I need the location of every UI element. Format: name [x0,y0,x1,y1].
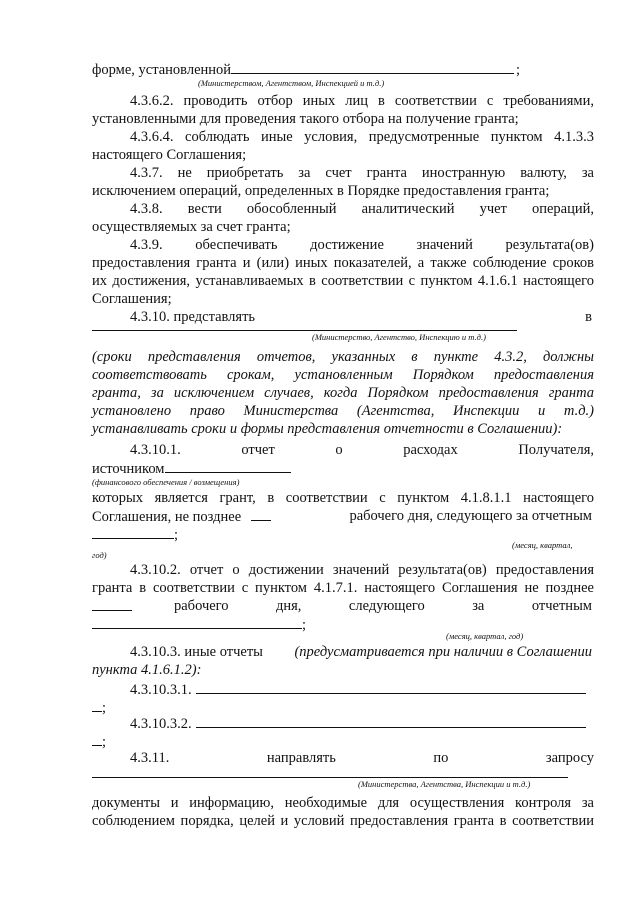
footnote-hint: (Министерства, Агентства, Инспекции и т.д.) [358,779,531,789]
punct: ; [102,734,107,750]
clause-4-3-11: 4.3.11. направлять по запросу [130,750,594,766]
text-line: установленными для проведения такого отбора на получение гранта; [92,111,519,127]
fill-blank [196,714,586,728]
italic-line: гранта, за исключением случаев, когда Порядком предоставления гранта [92,385,594,401]
text-line: соблюдением порядка, целей и условий предоставления гранта в соответствии [92,813,594,829]
clause-text: 4.3.10.3.1. [130,682,192,698]
italic-line: (сроки представления отчетов, указанных в пункте 4.3.2, должны [92,349,594,365]
form-line [92,60,594,79]
italic-line: устанавливать сроки и формы представления отчетности в Соглашении): [92,421,563,437]
footnote-hint: (месяц, квартал, год) [446,631,524,641]
clause-text: Соглашения, не позднее [92,509,242,525]
clause-4-3-6-4: 4.3.6.4. соблюдать иные условия, предусмотренные пунктом 4.1.3.3 [130,129,594,145]
form-label: форме, установленной [92,62,232,78]
fill-blank [92,732,102,746]
fill-blank [165,459,291,473]
clause-text: источником [92,461,165,477]
italic-line: пункта 4.1.6.1.2): [92,662,202,678]
italic-line: соответствовать срокам, установленным Порядком предоставления [92,367,594,383]
clause-4-3-10-1: 4.3.10.1. отчет о расходах Получателя, [130,442,594,458]
punct: ; [102,700,107,716]
clause-4-3-10-3-2 [92,714,594,733]
text-line: документы и информацию, необходимые для осуществления контроля за [92,795,594,811]
clause-4-3-10 [92,308,594,326]
italic-line: установлено право Министерства (Агентства, Инспекции и т.д.) [92,403,594,419]
clause-4-3-7: 4.3.7. не приобретать за счет гранта иностранную валюту, за [130,165,594,181]
fill-blank [92,330,517,331]
text-line: исключением операций, определенных в Порядке предоставления гранта; [92,183,550,199]
footnote-hint: (финансового обеспечения / возмещения) [92,477,240,487]
clause-4-3-10-2: 4.3.10.2. отчет о достижении значений результата(ов) предоставления [130,562,594,578]
text-line: Соглашения; [92,291,172,307]
fill-blank [92,698,102,712]
clause-text: рабочего дня, следующего за отчетным [174,598,592,614]
clause-4-3-8: 4.3.8. вести обособленный аналитический учет операций, [130,201,594,217]
fill-blank [231,60,514,74]
footnote-hint: год) [92,550,107,560]
footnote-hint: (месяц, квартал, [512,540,573,550]
text-line: которых является грант, в соответствии с пунктом 4.1.8.1.1 настоящего [92,490,594,506]
clause-4-3-6-2: 4.3.6.2. проводить отбор иных лиц в соответствии с требованиями, [130,93,594,109]
fill-blank [92,615,302,629]
text-line: предоставления гранта и (или) иных показателей, а также соблюдение сроков [92,255,594,271]
source-line [92,459,594,478]
text-line: осуществляемых за счет гранта; [92,219,291,235]
clause-text: 4.3.10.3.2. [130,716,192,732]
fill-blank [92,777,568,778]
clause-text: 4.3.10. представлять [130,309,256,325]
clause-text: в [585,309,592,325]
italic-text: (предусматривается при наличии в Соглашении [294,644,592,660]
clause-text: рабочего дня, следующего за отчетным [349,508,592,524]
text-line: гранта в соответствии с пунктом 4.1.7.1. настоящего Соглашения не позднее [92,580,594,596]
clause-4-3-10-3-1 [92,680,594,699]
fill-blank [92,525,174,539]
clause-4-3-9: 4.3.9. обеспечивать достижение значений результата(ов) [130,237,594,253]
deadline-line [92,507,594,526]
footnote-hint: (Министерством, Агентством, Инспекцией и т.д.) [198,78,385,88]
footnote-hint: (Министерство, Агентство, Инспекцию и т.д.) [312,332,486,342]
punct: ; [174,527,179,543]
clause-text: 4.3.10.3. иные отчеты [130,644,263,660]
punct: ; [302,617,307,633]
deadline-line [92,597,594,616]
text-line: настоящего Соглашения; [92,147,247,163]
fill-blank [196,680,586,694]
text-line: их достижения, устанавливаемых в соответствии с пунктом 4.1.6.1 настоящего [92,273,594,289]
fill-blank [251,507,271,521]
punct: ; [516,62,521,78]
clause-4-3-10-3 [92,643,594,661]
fill-blank [92,597,132,611]
